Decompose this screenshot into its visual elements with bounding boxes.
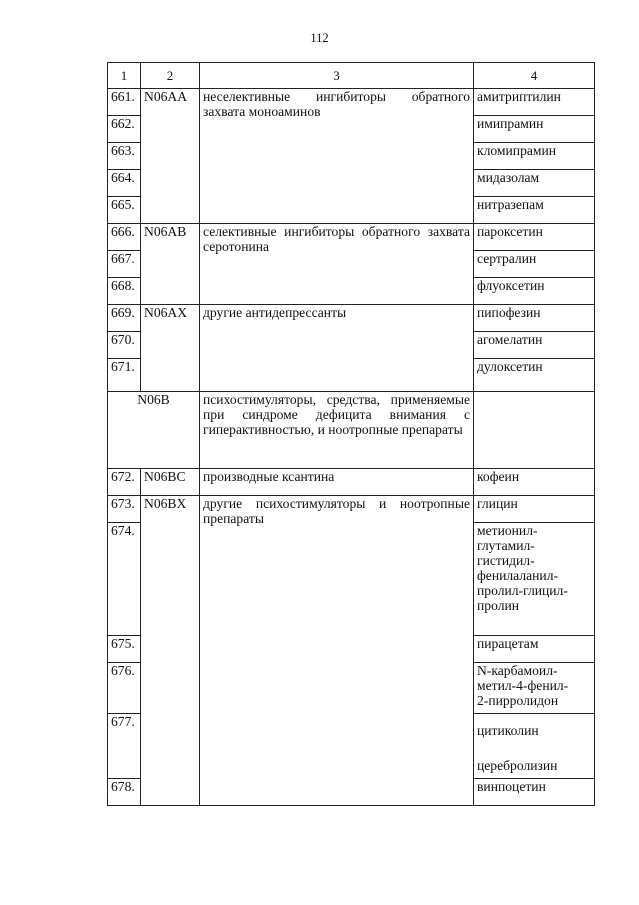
- drug-name: пароксетин: [474, 224, 595, 251]
- column-header-4: 4: [474, 63, 595, 89]
- group-description: другие психостимуляторы и ноотропные препараты: [200, 496, 474, 806]
- atc-code: N06AA: [141, 89, 200, 224]
- drug-name: пирацетам: [474, 636, 595, 663]
- group-description: неселективные ингибиторы обратного захвата моноаминов: [200, 89, 474, 224]
- drug-name-line: 2-пирролидон: [477, 693, 559, 708]
- table-header-row: [108, 63, 595, 89]
- drug-name: сертралин: [474, 251, 595, 278]
- group-description: другие антидепрессанты: [200, 305, 474, 392]
- group-description: селективные ингибиторы обратного захвата серотонина: [200, 224, 474, 305]
- row-number: 664.: [108, 170, 141, 197]
- row-number: 677.: [108, 714, 141, 779]
- drug-name: [474, 663, 595, 714]
- row-number: 676.: [108, 663, 141, 714]
- row-number: 663.: [108, 143, 141, 170]
- row-number: 678.: [108, 779, 141, 806]
- drug-name: имипрамин: [474, 116, 595, 143]
- drug-name-line: гистидил-: [477, 553, 535, 568]
- drug-name: мидазолам: [474, 170, 595, 197]
- drug-name-line: глутамил-: [477, 538, 535, 553]
- row-number: 669.: [108, 305, 141, 332]
- row-number: 674.: [108, 523, 141, 636]
- row-number: 670.: [108, 332, 141, 359]
- row-number: 668.: [108, 278, 141, 305]
- page-number: 112: [310, 31, 329, 45]
- section-row: [108, 392, 595, 469]
- row-number: 665.: [108, 197, 141, 224]
- drug-name-line: фенилаланил-: [477, 568, 559, 583]
- drug-name: глицин: [474, 496, 595, 523]
- drug-name-line: [477, 738, 591, 758]
- atc-code: N06BX: [141, 496, 200, 806]
- drug-name-line: церебролизин: [477, 758, 558, 773]
- drug-name-line: N-карбамоил-: [477, 663, 558, 678]
- drug-name: дулоксетин: [474, 359, 595, 392]
- table-row: [108, 224, 595, 251]
- column-header-1: 1: [108, 63, 141, 89]
- drug-name-line: метил-4-фенил-: [477, 678, 569, 693]
- group-description: производные ксантина: [200, 469, 474, 496]
- row-number: 667.: [108, 251, 141, 278]
- row-number: 662.: [108, 116, 141, 143]
- section-description: психостимуляторы, средства, применяемые при синдроме дефицита внимания с гиперактивностью, и ноотропные препараты: [200, 392, 474, 469]
- row-number: 671.: [108, 359, 141, 392]
- column-header-3: 3: [200, 63, 474, 89]
- table-row: [108, 469, 595, 496]
- drug-name: нитразепам: [474, 197, 595, 224]
- drug-name: [474, 523, 595, 636]
- row-number: 673.: [108, 496, 141, 523]
- section-drug-empty: [474, 392, 595, 469]
- drug-name: пипофезин: [474, 305, 595, 332]
- drug-classification-table: [107, 62, 595, 806]
- atc-code: N06AX: [141, 305, 200, 392]
- drug-name: агомелатин: [474, 332, 595, 359]
- drug-name-line: метионил-: [477, 523, 538, 538]
- drug-name: винпоцетин: [474, 779, 595, 806]
- row-number: 661.: [108, 89, 141, 116]
- atc-code: N06BC: [141, 469, 200, 496]
- table-row: [108, 89, 595, 116]
- drug-name: амитриптилин: [474, 89, 595, 116]
- drug-name: кофеин: [474, 469, 595, 496]
- row-number: 666.: [108, 224, 141, 251]
- row-number: 672.: [108, 469, 141, 496]
- table-row: [108, 305, 595, 332]
- drug-name: кломипрамин: [474, 143, 595, 170]
- drug-name: [474, 714, 595, 779]
- section-code: N06B: [108, 392, 200, 469]
- drug-name-line: пролил-глицил-: [477, 583, 568, 598]
- drug-name: флуоксетин: [474, 278, 595, 305]
- atc-code: N06AB: [141, 224, 200, 305]
- column-header-2: 2: [141, 63, 200, 89]
- table-row: [108, 496, 595, 523]
- row-number: 675.: [108, 636, 141, 663]
- drug-name-line: цитиколин: [477, 723, 539, 738]
- drug-name-line: пролин: [477, 598, 520, 613]
